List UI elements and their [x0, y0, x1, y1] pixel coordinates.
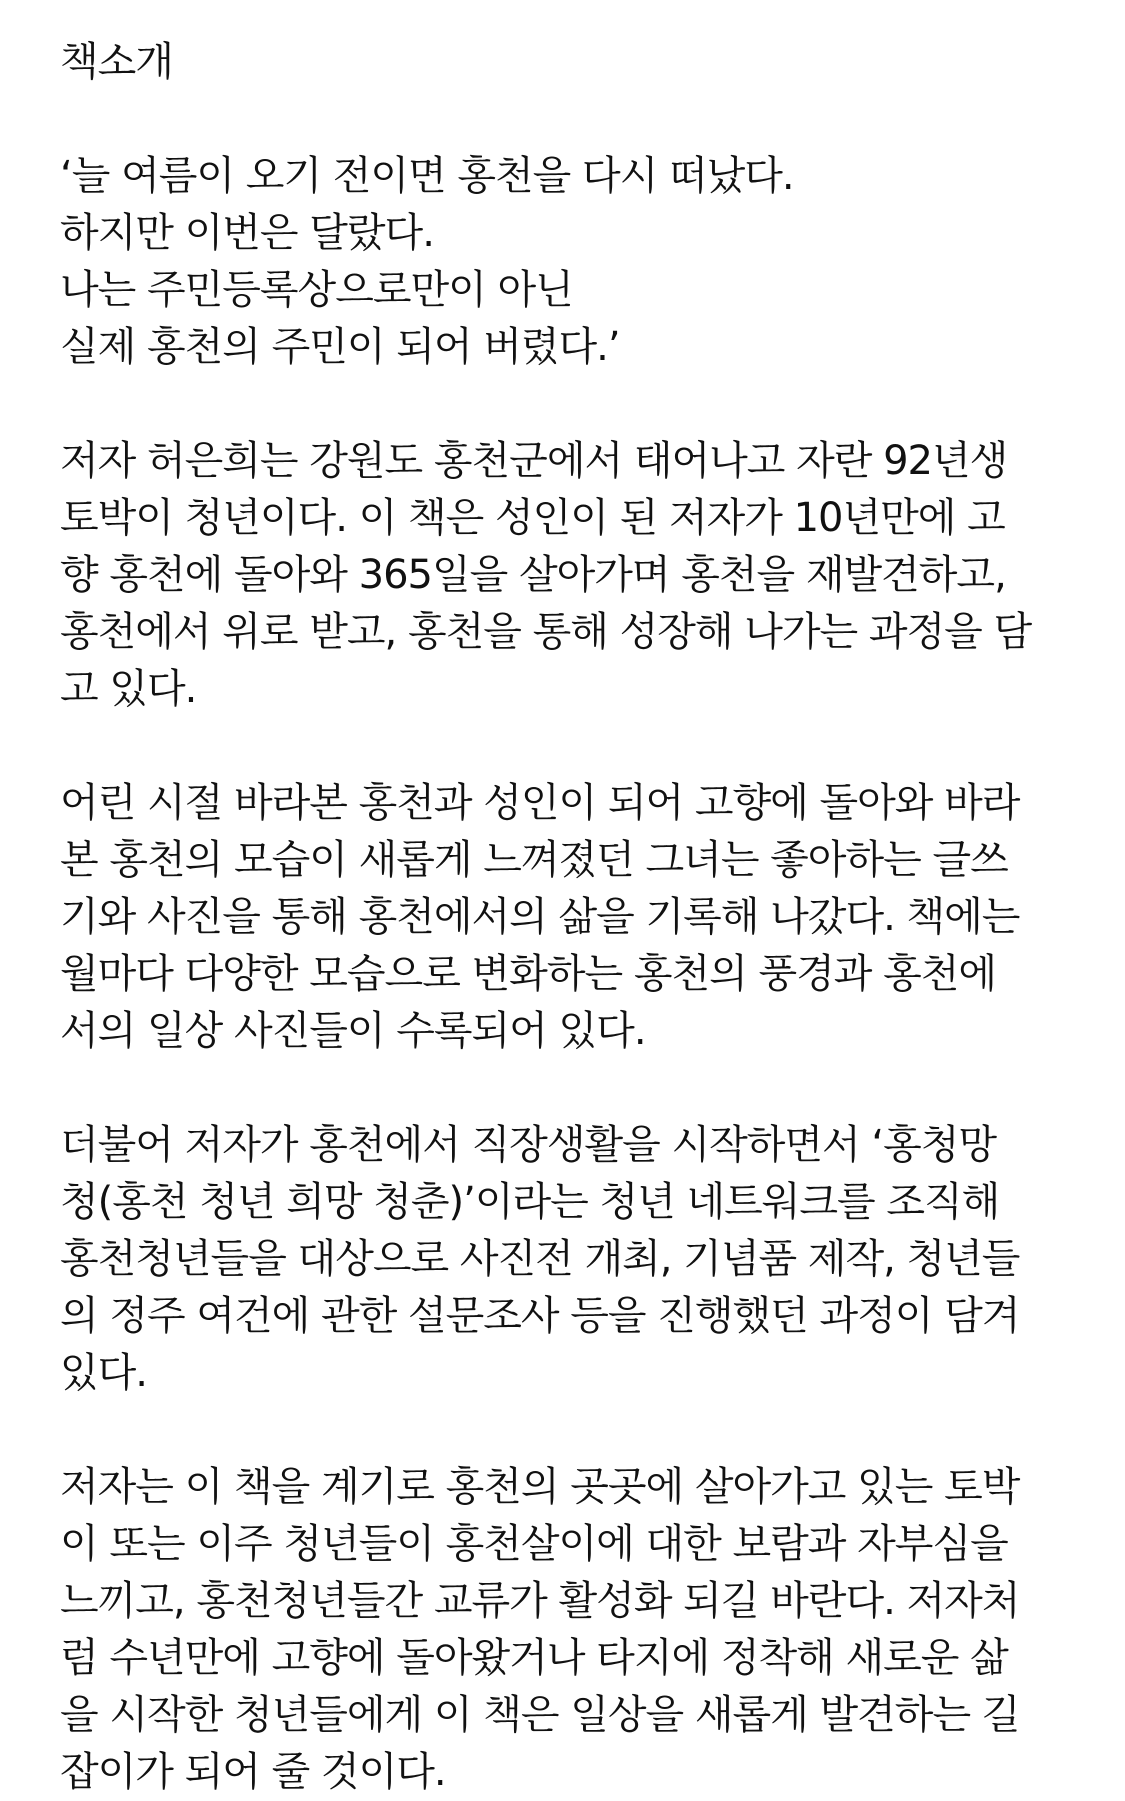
text-line: 저자는 이 책을 계기로 홍천의 곳곳에 살아가고 있는 토박: [60, 1464, 1020, 1510]
text-line: 을 시작한 청년들에게 이 책은 일상을 새롭게 발견하는 길: [60, 1692, 1020, 1738]
text-line: 홍천청년들을 대상으로 사진전 개최, 기념품 제작, 청년들: [60, 1236, 1020, 1282]
text-line: 나는 주민등록상으로만이 아닌: [60, 267, 573, 313]
paragraph: [60, 433, 1065, 718]
text-line: 하지만 이번은 달랐다.: [60, 210, 434, 256]
text-line: 더불어 저자가 홍천에서 직장생활을 시작하면서 ‘홍청망: [60, 1122, 997, 1168]
text-line: 있다.: [60, 1350, 147, 1396]
text-line: 느끼고, 홍천청년들간 교류가 활성화 되길 바란다. 저자처: [60, 1578, 1020, 1624]
text-line: 청(홍천 청년 희망 청춘)’이라는 청년 네트워크를 조직해: [60, 1179, 1000, 1225]
text-line: 럼 수년만에 고향에 돌아왔거나 타지에 정착해 새로운 삶: [60, 1635, 1008, 1681]
text-line: 본 홍천의 모습이 새롭게 느껴졌던 그녀는 좋아하는 글쓰: [60, 837, 1008, 883]
text-line: 실제 홍천의 주민이 되어 버렸다.’: [60, 324, 620, 370]
paragraph-container: [60, 148, 1065, 1801]
text-line: 서의 일상 사진들이 수록되어 있다.: [60, 1008, 646, 1054]
text-line: 잡이가 되어 줄 것이다.: [60, 1749, 446, 1795]
text-line: 어린 시절 바라본 홍천과 성인이 되어 고향에 돌아와 바라: [60, 780, 1020, 826]
text-line: 향 홍천에 돌아와 365일을 살아가며 홍천을 재발견하고,: [60, 552, 1006, 598]
text-line: 이 또는 이주 청년들이 홍천살이에 대한 보람과 자부심을: [60, 1521, 1008, 1567]
text-line: 기와 사진을 통해 홍천에서의 삶을 기록해 나갔다. 책에는: [60, 894, 1020, 940]
text-line: 토박이 청년이다. 이 책은 성인이 된 저자가 10년만에 고: [60, 495, 1005, 541]
paragraph: [60, 775, 1065, 1060]
text-line: 의 정주 여건에 관한 설문조사 등을 진행했던 과정이 담겨: [60, 1293, 1020, 1339]
text-line: 월마다 다양한 모습으로 변화하는 홍천의 풍경과 홍천에: [60, 951, 997, 997]
section-title: 책소개: [60, 39, 173, 85]
text-line: 고 있다.: [60, 666, 197, 712]
paragraph: [60, 1117, 1065, 1402]
paragraph: [60, 148, 1065, 376]
text-line: ‘늘 여름이 오기 전이면 홍천을 다시 떠났다.: [60, 153, 794, 199]
text-line: 저자 허은희는 강원도 홍천군에서 태어나고 자란 92년생: [60, 438, 1008, 484]
paragraph: [60, 1459, 1065, 1801]
text-line: 홍천에서 위로 받고, 홍천을 통해 성장해 나가는 과정을 담: [60, 609, 1032, 655]
